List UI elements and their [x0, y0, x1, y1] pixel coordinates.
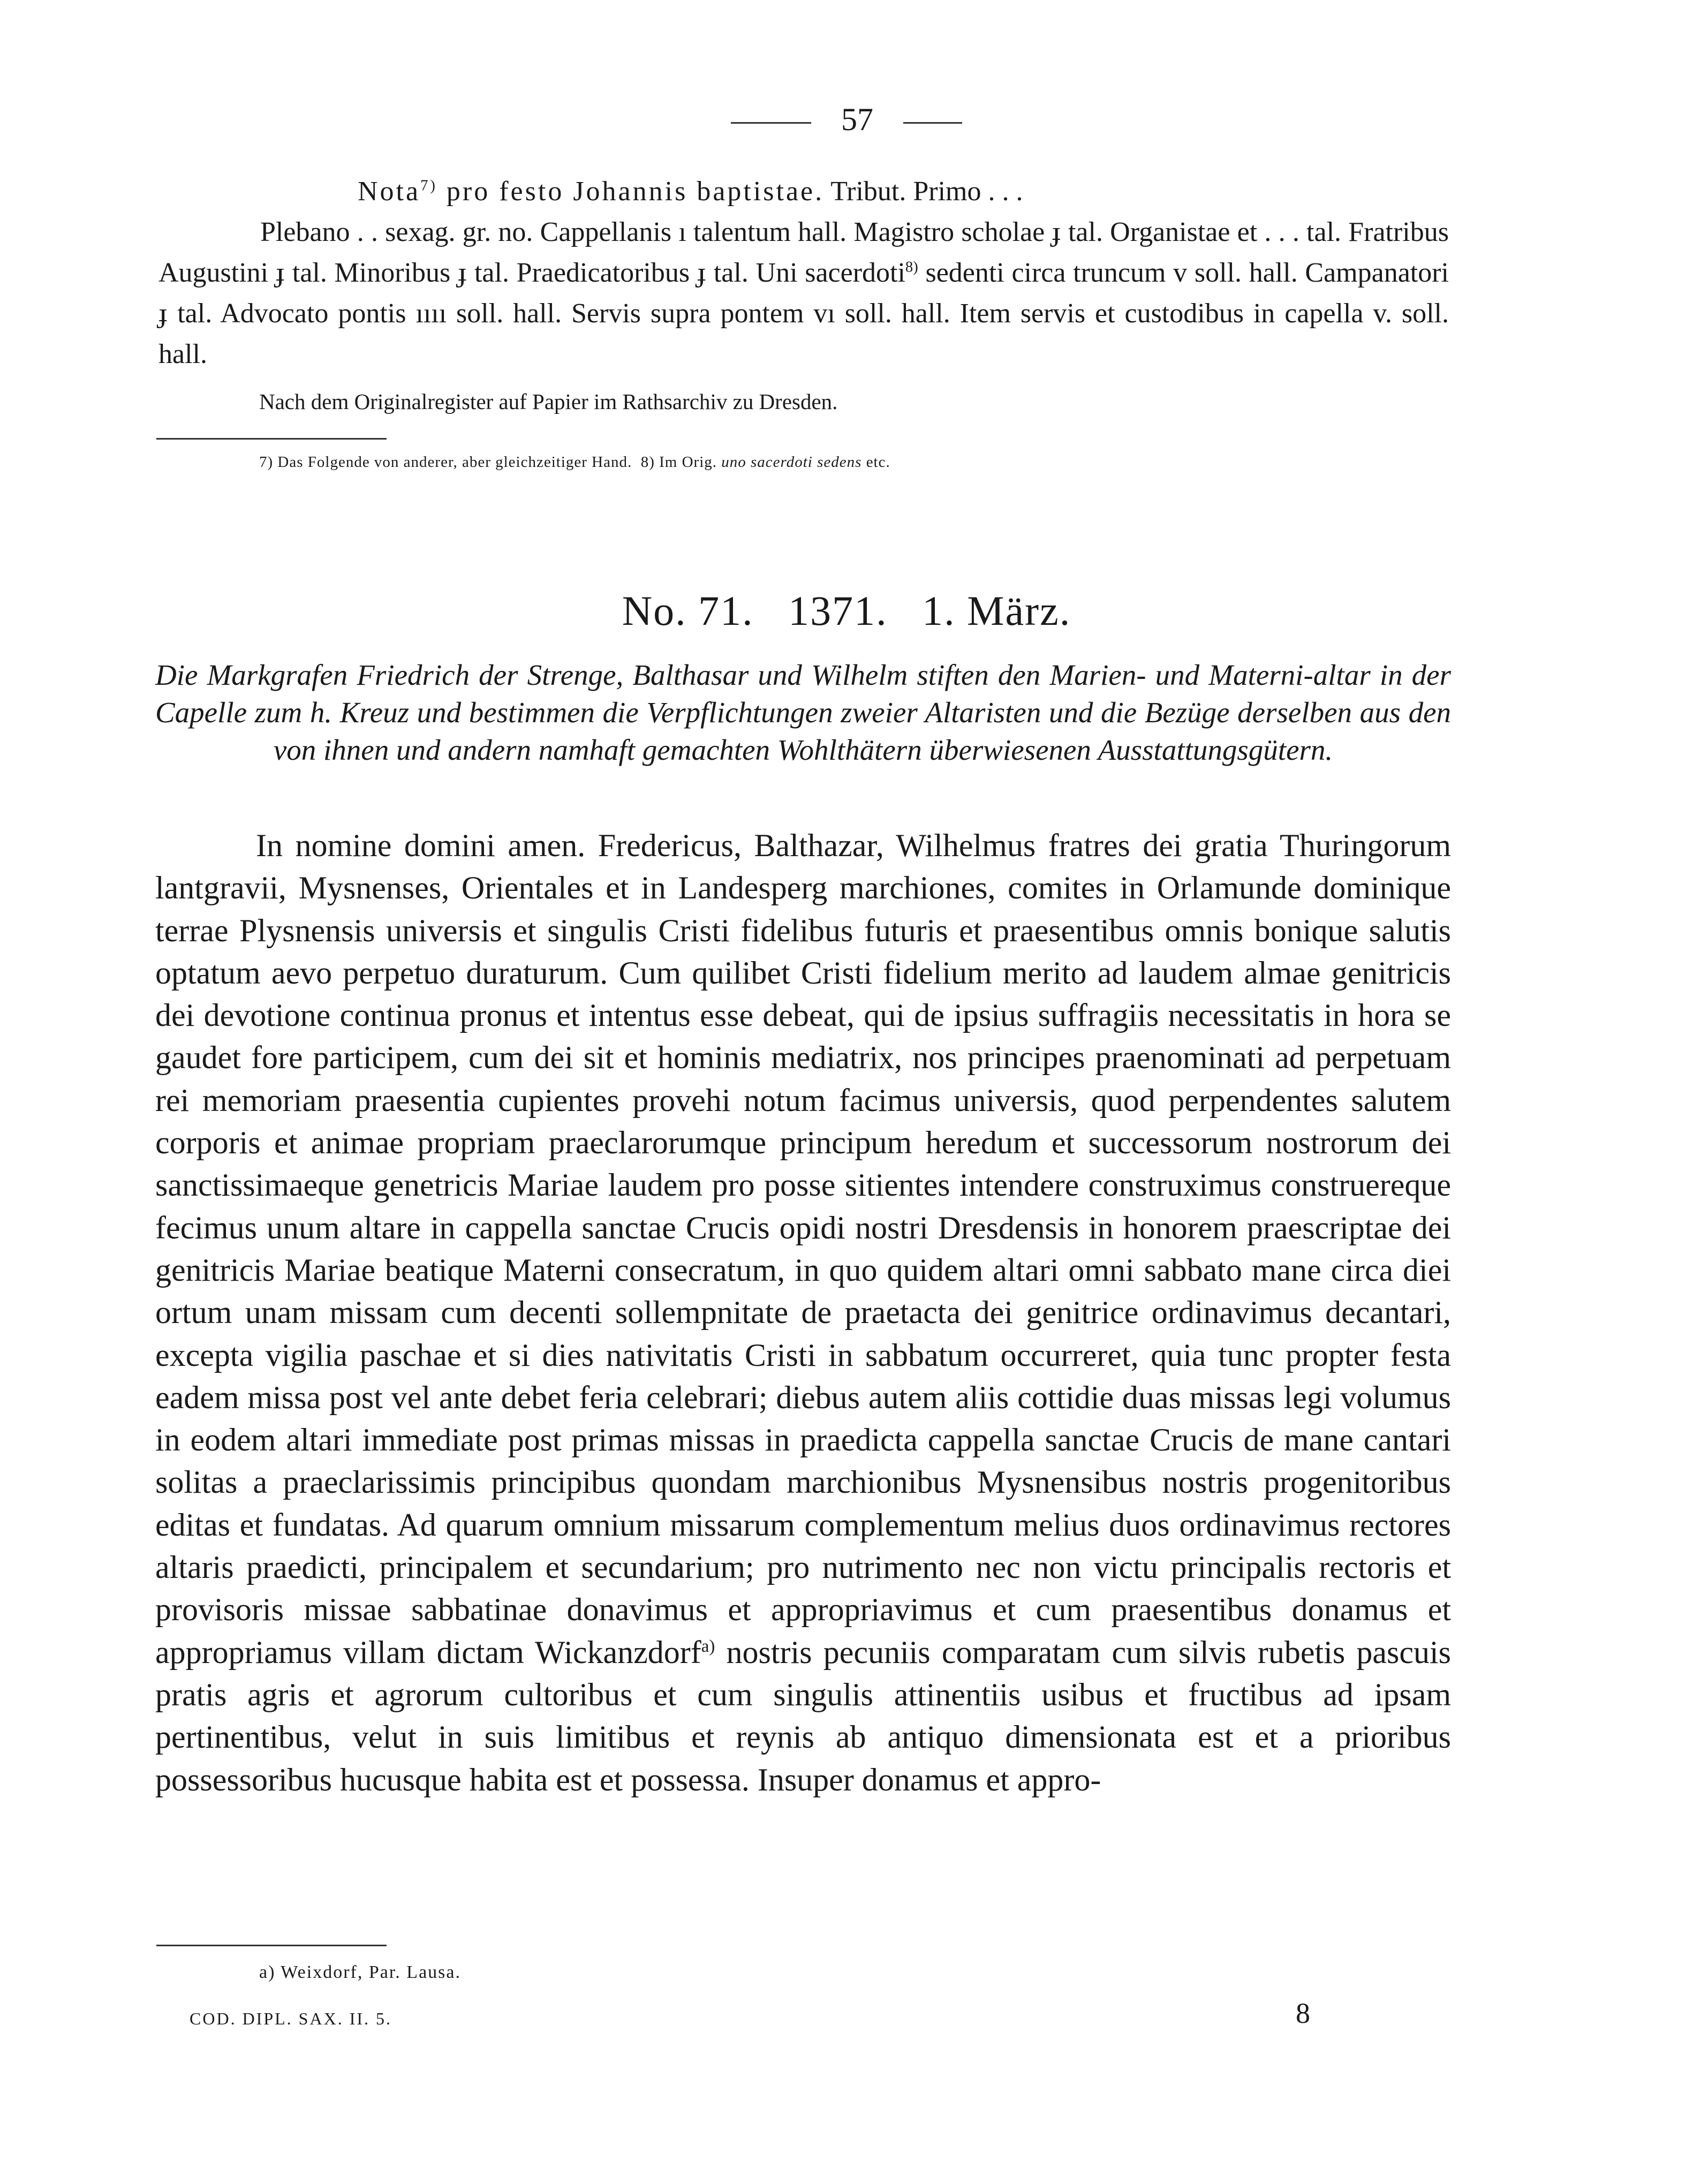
nota-tribut: Tribut. Primo . . . — [824, 176, 1023, 207]
document-regest: Die Markgrafen Friedrich der Strenge, Balthasar und Wilhelm stiften den Marien- und Materni-altar in der Capelle zum h. Kreuz und bestimmen die Verpflichtungen zweier Altaristen und die Bezüge derselben aus den von ihnen und andern namhaft gemachten Wohlthätern überwiesenen Ausstattungsgütern. — [155, 659, 1451, 766]
running-head-dash-right — [903, 122, 962, 124]
footnote-8-prefix: 8) Im Orig. — [640, 454, 722, 471]
footnote-8-italic: uno sacerdoti sedens — [721, 454, 862, 471]
footnotes-previous-document — [259, 449, 1491, 475]
footnote-marker-a: a) — [701, 1636, 715, 1656]
nota-label: Nota — [358, 176, 421, 207]
running-head-dash-left — [731, 122, 811, 124]
sheet-number: 8 — [1296, 1997, 1310, 2029]
page-number: 57 — [841, 102, 873, 137]
previous-document-text-2: sedenti circa truncum v soll. hall. Campanatori ɟ tal. Advocato pontis ıııı soll. hall. Servis supra pontem vı soll. hall. Item servis et custodibus in capella v. soll. hall. — [158, 258, 1449, 369]
document-paragraph — [155, 825, 1451, 1801]
previous-document-body — [158, 212, 1449, 375]
nota-feast: pro festo Johannis baptistae. — [437, 176, 825, 207]
previous-document-text-1: Plebano . . sexag. gr. no. Cappellanis ı talentum hall. Magistro scholae ɟ tal. Organistae et . . . tal. Fratribus Augustini ɟ tal. Minoribus ɟ tal. Praedicatoribus ɟ tal. Uni sacerdoti — [158, 217, 1449, 288]
footnote-marker-8: 8) — [905, 259, 918, 276]
document-body — [155, 825, 1451, 1801]
document-text-1: In nomine domini amen. Fredericus, Balthazar, Wilhelmus fratres dei gratia Thuringorum lantgravii, Mysnenses, Orientales et in Landesperg marchiones, comites in Orlamunde dominique terrae Plysnensis universis et singulis Cristi fidelibus futuris et praesentibus omnis bonique salutis optatum aevo perpetuo duraturum. Cum quilibet Cristi fidelium merito ad laudem almae genitricis dei devotione continua pronus et intentus esse debeat, qui de ipsius suffragiis necessitatis in hora se gaudet fore participem, cum dei sit et hominis mediatrix, nos principes praenominati ad perpetuam rei memoriam praesentia cupientes provehi notum facimus universis, quod perpendentes salutem corporis et animae propriam praeclarorumque principum heredum et successorum nostrorum dei sanctissimaeque genetricis Mariae laudem pro posse sitientes intendere construximus construereque fecimus unum altare in cappella sanctae Crucis opidi nostri Dresdensis in honorem praescriptae dei genitricis Mariae beatique Materni consecratum, in quo quidem altari omni sabbato mane circa diei ortum unam missam cum decenti sollempnitate de praetacta dei genitrice ordinavimus decantari, excepta vigilia paschae et si dies nativitatis Cristi in sabbatum occurreret, quia tunc propter festa eadem missa post vel ante debet feria celebrari; diebus autem aliis cottidie duas missas legi volumus in eodem altari immediate post primas missas in praedicta cappella sanctae Crucis de mane cantari solitas a praeclarissimis principibus quondam marchionibus Mysnensibus nostris progenitoribus editas et fundatas. Ad quarum omnium missarum complementum melius duos ordinavimus rectores altaris praedicti, principalem et secundarium; pro nutrimento nec non victu principalis rectoris et provisoris missae sabbatinae donavimus et appropriavimus et cum praesentibus donamus et appropriamus villam dictam Wickanzdorf — [155, 828, 1451, 1670]
running-head — [0, 95, 1693, 143]
footnote-a: a) Weixdorf, Par. Lausa. — [259, 1962, 461, 1982]
footnote-7: 7) Das Folgende von anderer, aber gleichzeitiger Hand. — [259, 454, 632, 471]
footnote-rule-top — [156, 438, 387, 440]
previous-document-paragraph — [158, 212, 1449, 375]
printer-signature: COD. DIPL. SAX. II. 5. — [190, 2009, 392, 2028]
footnote-8-suffix: etc. — [861, 454, 890, 471]
previous-document-heading — [358, 171, 1482, 212]
document-text-2: nostris pecuniis comparatam cum silvis rubetis pascuis pratis agris et agrorum cultoribus et cum singulis attinentiis usibus et fructibus ad ipsam pertinentibus, velut in suis limitibus et reynis ab antiquo dimensionata est et a prioribus possessoribus hucusque habita est et possessa. Insuper donamus et appro- — [155, 1634, 1451, 1797]
footnote-8 — [641, 454, 890, 471]
footnote-marker-7: 7) — [420, 177, 437, 194]
footnote-rule-bottom — [156, 1945, 387, 1946]
document-heading: No. 71. 1371. 1. März. — [622, 587, 1071, 634]
source-note: Nach dem Originalregister auf Papier im Rathsarchiv zu Dresden. — [259, 389, 838, 414]
